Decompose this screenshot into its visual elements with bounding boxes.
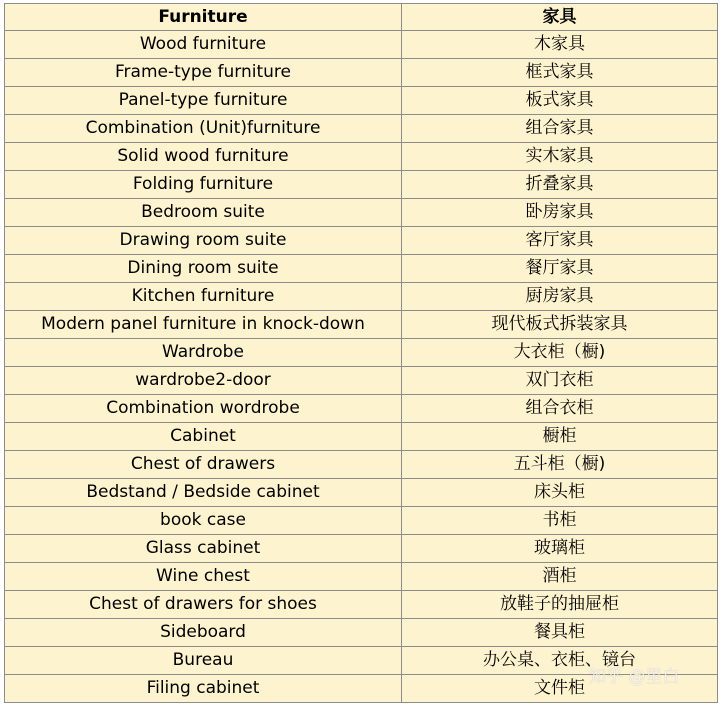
cell-chinese: 实木家具 [402,143,718,171]
cell-chinese: 大衣柜（橱) [402,339,718,367]
cell-chinese: 办公桌、衣柜、镜台 [402,647,718,675]
cell-english: Wardrobe [5,339,402,367]
table-row [5,255,718,283]
table-row [5,339,718,367]
table-row [5,199,718,227]
cell-english: Bedstand / Bedside cabinet [5,479,402,507]
cell-english: Glass cabinet [5,535,402,563]
cell-english: Frame-type furniture [5,59,402,87]
cell-english: Wine chest [5,563,402,591]
table-row [5,423,718,451]
cell-chinese: 框式家具 [402,59,718,87]
cell-chinese: 床头柜 [402,479,718,507]
cell-chinese: 厨房家具 [402,283,718,311]
table-row [5,451,718,479]
cell-english: Solid wood furniture [5,143,402,171]
cell-chinese: 木家具 [402,31,718,59]
cell-chinese: 卧房家具 [402,199,718,227]
table-row [5,227,718,255]
header-chinese: 家具 [402,4,718,31]
cell-chinese: 现代板式拆装家具 [402,311,718,339]
table-row [5,563,718,591]
cell-chinese: 组合家具 [402,115,718,143]
cell-chinese: 客厅家具 [402,227,718,255]
cell-chinese: 双门衣柜 [402,367,718,395]
cell-english: Wood furniture [5,31,402,59]
table-row [5,311,718,339]
table-row [5,591,718,619]
table-row [5,87,718,115]
cell-chinese: 折叠家具 [402,171,718,199]
cell-chinese: 文件柜 [402,675,718,703]
table-row [5,395,718,423]
table-row [5,59,718,87]
cell-chinese: 板式家具 [402,87,718,115]
table-row [5,115,718,143]
cell-english: wardrobe2-door [5,367,402,395]
table-row [5,619,718,647]
table-row [5,143,718,171]
cell-chinese: 橱柜 [402,423,718,451]
cell-english: Filing cabinet [5,675,402,703]
table-row [5,171,718,199]
cell-chinese: 玻璃柜 [402,535,718,563]
cell-chinese: 餐厅家具 [402,255,718,283]
cell-english: Bedroom suite [5,199,402,227]
table-body [5,31,718,703]
table-container [4,3,717,703]
cell-chinese: 五斗柜（橱) [402,451,718,479]
furniture-glossary-table [4,3,718,703]
cell-english: Folding furniture [5,171,402,199]
cell-chinese: 酒柜 [402,563,718,591]
table-row [5,31,718,59]
cell-english: book case [5,507,402,535]
cell-english: Kitchen furniture [5,283,402,311]
cell-english: Combination (Unit)furniture [5,115,402,143]
header-row [5,4,718,31]
watermark: 知乎 @里白 [589,667,680,687]
cell-english: Cabinet [5,423,402,451]
header-english: Furniture [5,4,402,31]
table-row [5,367,718,395]
cell-english: Dining room suite [5,255,402,283]
table-row [5,535,718,563]
cell-chinese: 放鞋子的抽屉柜 [402,591,718,619]
cell-english: Combination wordrobe [5,395,402,423]
cell-english: Sideboard [5,619,402,647]
cell-english: Chest of drawers for shoes [5,591,402,619]
cell-english: Chest of drawers [5,451,402,479]
cell-chinese: 书柜 [402,507,718,535]
cell-english: Panel-type furniture [5,87,402,115]
cell-chinese: 餐具柜 [402,619,718,647]
table-row [5,283,718,311]
cell-english: Modern panel furniture in knock-down [5,311,402,339]
cell-chinese: 组合衣柜 [402,395,718,423]
cell-english: Bureau [5,647,402,675]
table-row [5,507,718,535]
table-row [5,479,718,507]
cell-english: Drawing room suite [5,227,402,255]
